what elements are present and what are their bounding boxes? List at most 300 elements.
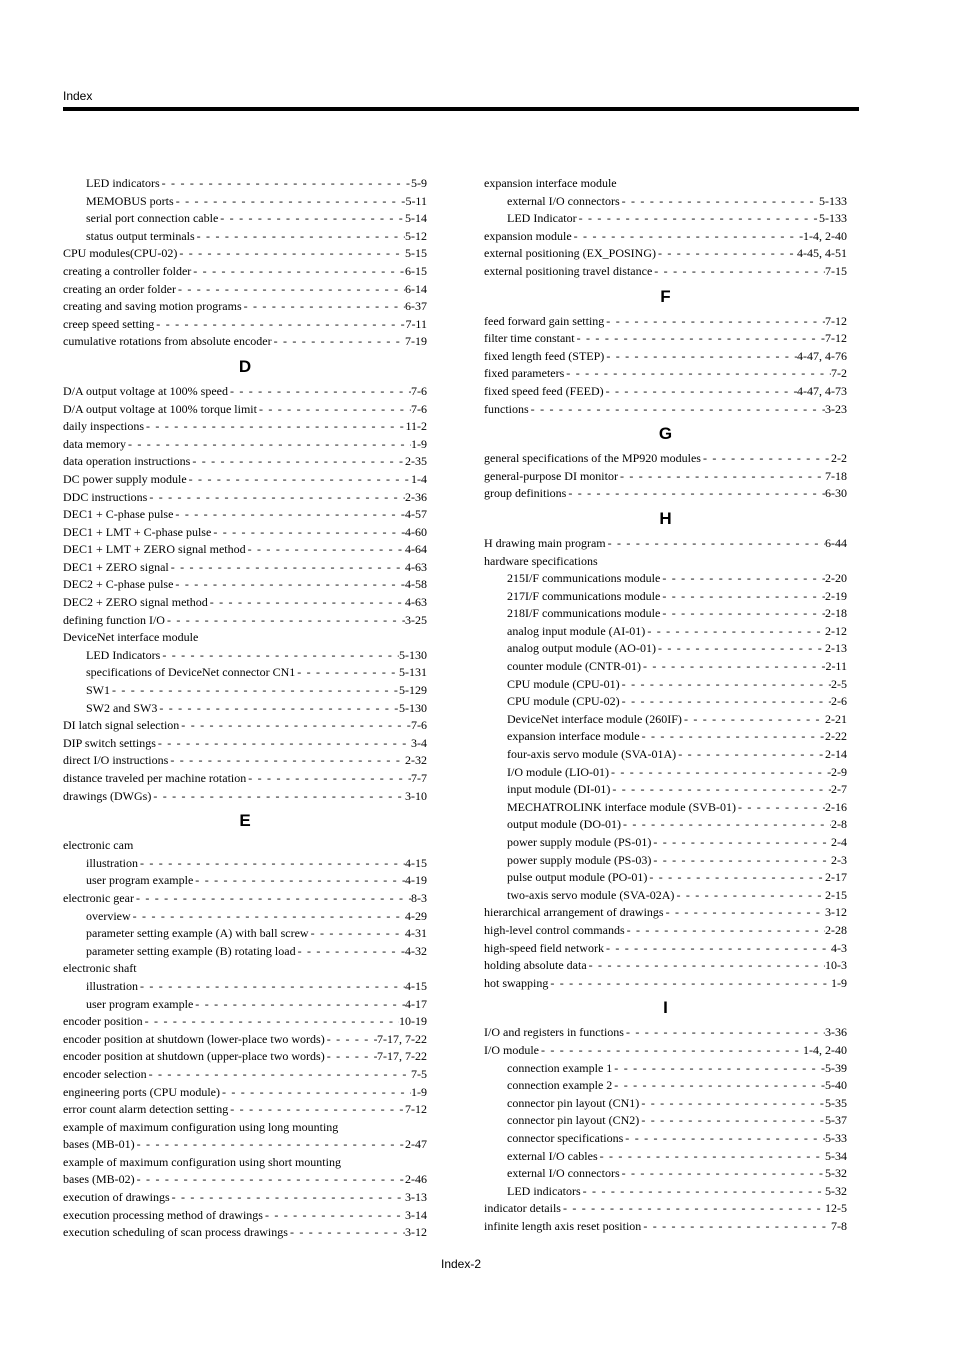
- index-term: connection example 2: [507, 1078, 613, 1093]
- page-reference: 3-25: [405, 612, 427, 627]
- index-entry: [484, 365, 847, 383]
- page-reference: 2-20: [825, 571, 847, 586]
- index-term: error count alarm detection setting: [63, 1102, 229, 1117]
- dot-leader: [187, 471, 411, 489]
- index-term: electronic gear: [63, 890, 134, 905]
- index-letter-heading: F: [660, 286, 671, 306]
- index-entry: [63, 1048, 427, 1066]
- index-term: DeviceNet interface module (260IF): [507, 711, 682, 726]
- dot-leader: [156, 735, 411, 753]
- index-entry: [63, 890, 427, 908]
- index-term: I/O module (LIO-01): [507, 764, 609, 779]
- index-term: expansion interface module: [507, 729, 640, 744]
- dot-leader: [647, 869, 825, 887]
- dot-leader: [651, 834, 831, 852]
- page-reference: 5-131: [399, 665, 427, 680]
- page-number: Index-2: [440, 1257, 482, 1271]
- dot-leader: [147, 489, 405, 507]
- index-subentry: [484, 1077, 847, 1095]
- index-subentry: [484, 210, 847, 228]
- index-entry: [484, 313, 847, 331]
- index-subentry: [63, 908, 427, 926]
- page-reference: 3-12: [405, 1225, 427, 1240]
- dot-leader: [147, 1066, 411, 1084]
- index-entry: [63, 1101, 427, 1119]
- dot-leader: [587, 957, 825, 975]
- index-entry: [63, 1224, 427, 1242]
- page-reference: 2-5: [831, 676, 847, 691]
- index-subentry: [484, 1130, 847, 1148]
- dot-leader: [165, 612, 405, 630]
- index-subentry: [484, 746, 847, 764]
- dot-leader: [604, 383, 797, 401]
- index-term: hot swapping: [484, 975, 549, 990]
- dot-leader: [604, 313, 825, 331]
- dot-leader: [173, 506, 405, 524]
- page-reference: 4-19: [405, 873, 427, 888]
- index-term: high-level control commands: [484, 922, 625, 937]
- dot-leader: [664, 904, 825, 922]
- dot-leader: [257, 401, 411, 419]
- index-entry: [63, 436, 427, 454]
- page-reference: 5-34: [825, 1148, 847, 1163]
- index-term: connector specifications: [507, 1130, 624, 1145]
- page-reference: 4-58: [405, 577, 427, 592]
- index-subentry: [63, 925, 427, 943]
- index-entry: [63, 717, 427, 735]
- index-subentry: [484, 834, 847, 852]
- page-reference: 5-15: [405, 246, 427, 261]
- index-entry: [484, 401, 847, 419]
- index-letter-heading: I: [663, 998, 668, 1018]
- page-reference: 4-63: [405, 559, 427, 574]
- page-reference: 2-35: [405, 454, 427, 469]
- index-term: DEC1 + LMT + ZERO signal method: [63, 542, 246, 557]
- index-term: pulse output module (PO-01): [507, 870, 648, 885]
- page-reference: 4-60: [405, 524, 427, 539]
- index-term: fixed speed feed (FEED): [484, 383, 604, 398]
- index-subentry: [484, 1165, 847, 1183]
- dot-leader: [177, 245, 405, 263]
- index-term: MEMOBUS ports: [86, 193, 174, 208]
- dot-leader: [174, 193, 406, 211]
- dot-leader: [263, 1207, 405, 1225]
- dot-leader: [138, 855, 405, 873]
- index-entry: [484, 1200, 847, 1218]
- index-term: execution scheduling of scan process drawings: [63, 1225, 288, 1240]
- page-reference: 2-4: [831, 835, 847, 849]
- index-term: analog input module (AI-01): [507, 623, 646, 638]
- dot-leader: [325, 1031, 377, 1049]
- index-subentry: [63, 682, 427, 700]
- dot-leader: [272, 333, 405, 351]
- index-subentry: [484, 1095, 847, 1113]
- page-reference: 2-12: [825, 623, 847, 638]
- index-entry: [63, 383, 427, 401]
- dot-leader: [639, 1095, 825, 1113]
- page-reference: 7-19: [405, 334, 427, 349]
- dot-leader: [228, 1101, 405, 1119]
- page-reference: 7-17, 7-22: [377, 1031, 427, 1046]
- index-entry: [63, 770, 427, 788]
- index-term: general specifications of the MP920 modules: [484, 451, 701, 466]
- dot-leader: [157, 700, 399, 718]
- page-reference: 7-5: [411, 1066, 427, 1081]
- dot-leader: [110, 682, 399, 700]
- dot-leader: [651, 852, 831, 870]
- index-entry: [484, 553, 847, 571]
- index-subentry: [484, 764, 847, 782]
- page-reference: 2-18: [825, 606, 847, 621]
- index-entry: [63, 1031, 427, 1049]
- dot-leader: [561, 1200, 825, 1218]
- page-reference: 2-16: [825, 799, 847, 814]
- page-reference: 7-12: [825, 313, 847, 328]
- index-term: bases (MB-01): [63, 1137, 135, 1152]
- page-reference: 5-130: [399, 647, 427, 662]
- index-term: group definitions: [484, 486, 567, 501]
- index-term: fixed parameters: [484, 366, 565, 381]
- index-entry: [63, 298, 427, 316]
- dot-leader: [598, 1148, 825, 1166]
- dot-leader: [641, 1218, 831, 1236]
- index-term: encoder position at shutdown (lower-place two words): [63, 1031, 325, 1046]
- dot-leader: [208, 594, 405, 612]
- index-subentry: [484, 816, 847, 834]
- index-term: external positioning travel distance: [484, 263, 653, 278]
- dot-leader: [660, 570, 825, 588]
- page-reference: 4-47, 4-73: [797, 383, 847, 398]
- index-entry: [63, 960, 427, 978]
- page-reference: 2-21: [825, 711, 847, 726]
- dot-leader: [151, 788, 405, 806]
- index-entry: [484, 450, 847, 468]
- index-term: DEC1 + C-phase pulse: [63, 507, 174, 522]
- index-term: expansion interface module: [484, 176, 617, 190]
- index-entry: [63, 629, 427, 647]
- index-entry: [63, 1136, 427, 1154]
- dot-leader: [179, 717, 411, 735]
- index-subentry: [63, 978, 427, 996]
- index-subentry: [484, 605, 847, 623]
- index-entry: [484, 975, 847, 993]
- dot-leader: [620, 1165, 825, 1183]
- index-column-right: [484, 175, 847, 1235]
- index-subentry: [484, 623, 847, 641]
- page-reference: 5-130: [399, 700, 427, 715]
- index-term: distance traveled per machine rotation: [63, 771, 247, 785]
- index-subentry: [484, 711, 847, 729]
- page-reference: 11-2: [405, 419, 427, 434]
- dot-leader: [656, 640, 825, 658]
- index-term: DC power supply module: [63, 471, 187, 486]
- page-reference: 3-23: [825, 401, 847, 416]
- page-reference: 2-3: [831, 852, 847, 867]
- index-term: daily inspections: [63, 419, 144, 434]
- index-entry: [484, 228, 847, 246]
- page-reference: 4-17: [405, 996, 427, 1011]
- index-subentry: [484, 799, 847, 817]
- dot-leader: [623, 1130, 825, 1148]
- index-term: specifications of DeviceNet connector CN1: [86, 665, 296, 680]
- index-subentry: [63, 996, 427, 1014]
- page-reference: 5-37: [825, 1113, 847, 1128]
- dot-leader: [620, 193, 819, 211]
- index-term: illustration: [86, 855, 138, 870]
- index-entry: [63, 788, 427, 806]
- index-term: DeviceNet interface module: [63, 630, 199, 645]
- page-reference: 10-19: [399, 1014, 427, 1029]
- dot-leader: [325, 1048, 377, 1066]
- index-term: data operation instructions: [63, 454, 191, 469]
- index-term: LED Indicators: [86, 647, 161, 662]
- index-term: parameter setting example (A) with ball screw: [86, 926, 309, 941]
- index-term: example of maximum configuration using short mounting: [63, 1154, 341, 1169]
- page-reference: 2-46: [405, 1172, 427, 1187]
- index-entry: [484, 957, 847, 975]
- index-term: electronic cam: [63, 838, 134, 853]
- page-reference: 1-4: [411, 471, 427, 486]
- index-subentry: [484, 1148, 847, 1166]
- page-reference: 5-35: [825, 1095, 847, 1110]
- dot-leader: [624, 1024, 825, 1042]
- index-entry: [484, 383, 847, 401]
- page-reference: 2-14: [825, 747, 847, 762]
- index-term: feed forward gain setting: [484, 313, 605, 328]
- page-reference: 10-3: [825, 958, 847, 973]
- index-entry: [63, 489, 427, 507]
- index-term: SW1: [86, 683, 110, 698]
- page-reference: 7-6: [411, 383, 427, 398]
- page-reference: 2-36: [405, 489, 427, 504]
- index-term: hierarchical arrangement of drawings: [484, 905, 664, 920]
- index-entry: [63, 1013, 427, 1031]
- dot-leader: [173, 576, 405, 594]
- index-subentry: [484, 887, 847, 905]
- index-entry: [484, 940, 847, 958]
- dot-leader: [169, 559, 405, 577]
- index-entry: [63, 1154, 427, 1172]
- index-entry: [63, 401, 427, 419]
- index-entry: [63, 263, 427, 281]
- page-reference: 2-13: [825, 641, 847, 656]
- index-subentry: [63, 943, 427, 961]
- index-subentry: [63, 664, 427, 682]
- index-entry: [63, 453, 427, 471]
- index-entry: [484, 485, 847, 503]
- dot-leader: [577, 210, 819, 228]
- index-entry: [484, 1024, 847, 1042]
- dot-leader: [154, 316, 405, 334]
- page-reference: 4-29: [405, 908, 427, 923]
- index-subentry: [63, 872, 427, 890]
- index-subentry: [63, 210, 427, 228]
- header-rule: [63, 107, 859, 111]
- page-reference: 2-7: [831, 782, 847, 797]
- dot-leader: [625, 922, 825, 940]
- index-term: CPU module (CPU-01): [507, 676, 620, 691]
- page-reference: 5-14: [405, 211, 427, 226]
- index-term: connection example 1: [507, 1060, 613, 1075]
- page-reference: 5-133: [819, 211, 847, 226]
- index-term: analog output module (AO-01): [507, 641, 656, 656]
- page-reference: 4-15: [405, 855, 427, 870]
- index-term: connector pin layout (CN1): [507, 1095, 640, 1110]
- index-term: infinite length axis reset position: [484, 1218, 642, 1233]
- dot-leader: [529, 401, 825, 419]
- index-entry: [63, 576, 427, 594]
- index-term: electronic shaft: [63, 961, 137, 976]
- dot-leader: [143, 1013, 399, 1031]
- index-entry: [484, 922, 847, 940]
- index-term: 218I/F communications module: [507, 606, 661, 621]
- index-entry: [63, 1119, 427, 1137]
- index-entry: [484, 330, 847, 348]
- dot-leader: [610, 781, 831, 799]
- index-term: creating and saving motion programs: [63, 299, 242, 314]
- dot-leader: [220, 1084, 411, 1102]
- index-term: output module (DO-01): [507, 817, 621, 832]
- page-reference: 5-129: [399, 683, 427, 698]
- page-reference: 6-14: [405, 281, 427, 296]
- dot-leader: [620, 693, 831, 711]
- index-subentry: [484, 1183, 847, 1201]
- index-term: direct I/O instructions: [63, 753, 169, 768]
- index-entry: [484, 1042, 847, 1060]
- index-entry: [63, 471, 427, 489]
- index-term: expansion module: [484, 228, 572, 243]
- index-subentry: [63, 228, 427, 246]
- page-reference: 5-11: [405, 193, 427, 208]
- page-reference: 2-6: [831, 694, 847, 709]
- dot-leader: [246, 541, 405, 559]
- index-term: CPU module (CPU-02): [507, 694, 620, 709]
- running-header: Index: [63, 89, 93, 103]
- index-entry: [63, 281, 427, 299]
- index-term: hardware specifications: [484, 553, 598, 568]
- index-term: DEC2 + ZERO signal method: [63, 595, 208, 610]
- index-subentry: [484, 781, 847, 799]
- page-reference: 3-4: [411, 735, 427, 750]
- index-subentry: [484, 676, 847, 694]
- dot-leader: [660, 588, 825, 606]
- index-term: 217I/F communications module: [507, 588, 661, 603]
- page-reference: 5-39: [825, 1060, 847, 1075]
- index-term: execution processing method of drawings: [63, 1207, 263, 1222]
- dot-leader: [656, 245, 797, 263]
- dot-leader: [190, 453, 405, 471]
- index-term: encoder position at shutdown (upper-place two words): [63, 1049, 325, 1064]
- index-term: two-axis servo module (SVA-02A): [507, 887, 675, 902]
- index-letter-heading: G: [658, 424, 673, 444]
- index-term: SW2 and SW3: [86, 700, 158, 715]
- page-reference: 2-2: [831, 451, 847, 466]
- page-reference: 5-33: [825, 1130, 847, 1145]
- index-term: LED indicators: [86, 176, 160, 190]
- index-term: creating a controller folder: [63, 263, 192, 278]
- page-reference: 1-9: [831, 975, 847, 990]
- index-letter-heading: D: [238, 356, 252, 376]
- index-term: DEC1 + ZERO signal: [63, 559, 169, 574]
- page-reference: 2-9: [831, 764, 847, 779]
- index-subentry: [484, 852, 847, 870]
- page-reference: 4-3: [831, 940, 847, 955]
- index-term: defining function I/O: [63, 612, 165, 627]
- page-reference: 5-32: [825, 1183, 847, 1198]
- page-reference: 4-45, 4-51: [797, 246, 847, 261]
- page-reference: 4-15: [405, 978, 427, 993]
- page-reference: 4-32: [405, 943, 427, 958]
- page-reference: 7-17, 7-22: [377, 1049, 427, 1064]
- dot-leader: [548, 975, 831, 993]
- page-reference: 2-19: [825, 588, 847, 603]
- page-reference: 7-18: [825, 468, 847, 483]
- index-term: 215I/F communications module: [507, 571, 661, 586]
- page-reference: 1-9: [411, 436, 427, 451]
- dot-leader: [609, 764, 831, 782]
- index-term: creating an order folder: [63, 281, 176, 296]
- index-letter-heading: E: [239, 811, 251, 831]
- index-entry: [63, 735, 427, 753]
- index-entry: [484, 348, 847, 366]
- index-letter-heading: H: [659, 508, 672, 528]
- index-term: external positioning (EX_POSING): [484, 246, 656, 261]
- dot-leader: [160, 175, 411, 193]
- index-subentry: [63, 855, 427, 873]
- dot-leader: [575, 330, 825, 348]
- index-entry: [63, 1189, 427, 1207]
- dot-leader: [641, 658, 825, 676]
- page-reference: 5-9: [411, 176, 427, 190]
- page-reference: 3-14: [405, 1207, 427, 1222]
- index-subentry: [484, 728, 847, 746]
- index-term: CPU modules(CPU-02): [63, 246, 178, 261]
- index-subentry: [484, 693, 847, 711]
- index-term: counter module (CNTR-01): [507, 659, 641, 674]
- index-term: high-speed field network: [484, 940, 604, 955]
- index-column-left: [63, 175, 427, 1242]
- dot-leader: [288, 1224, 405, 1242]
- dot-leader: [618, 468, 825, 486]
- index-entry: [63, 316, 427, 334]
- page-reference: 4-47, 4-76: [797, 348, 847, 363]
- page-reference: 2-15: [825, 887, 847, 902]
- index-entry: [484, 263, 847, 281]
- page-reference: 6-44: [825, 535, 847, 550]
- page-reference: 12-5: [825, 1201, 847, 1216]
- index-term: external I/O connectors: [507, 193, 620, 208]
- index-entry: [63, 612, 427, 630]
- page-reference: 2-47: [405, 1137, 427, 1152]
- index-term: user program example: [86, 873, 194, 888]
- dot-leader: [639, 1112, 825, 1130]
- page-reference: 5-40: [825, 1078, 847, 1093]
- index-term: input module (DI-01): [507, 782, 611, 797]
- page-reference: 3-13: [405, 1190, 427, 1205]
- dot-leader: [572, 228, 803, 246]
- dot-leader: [606, 535, 825, 553]
- page-reference: 6-37: [405, 299, 427, 314]
- dot-leader: [193, 996, 405, 1014]
- page-reference: 7-6: [411, 401, 427, 416]
- page-reference: 5-12: [405, 228, 427, 243]
- index-term: functions: [484, 401, 529, 416]
- page-reference: 7-2: [831, 366, 847, 381]
- index-term: external I/O connectors: [507, 1166, 620, 1181]
- page-reference: 7-15: [825, 263, 847, 278]
- dot-leader: [581, 1183, 825, 1201]
- dot-leader: [566, 485, 825, 503]
